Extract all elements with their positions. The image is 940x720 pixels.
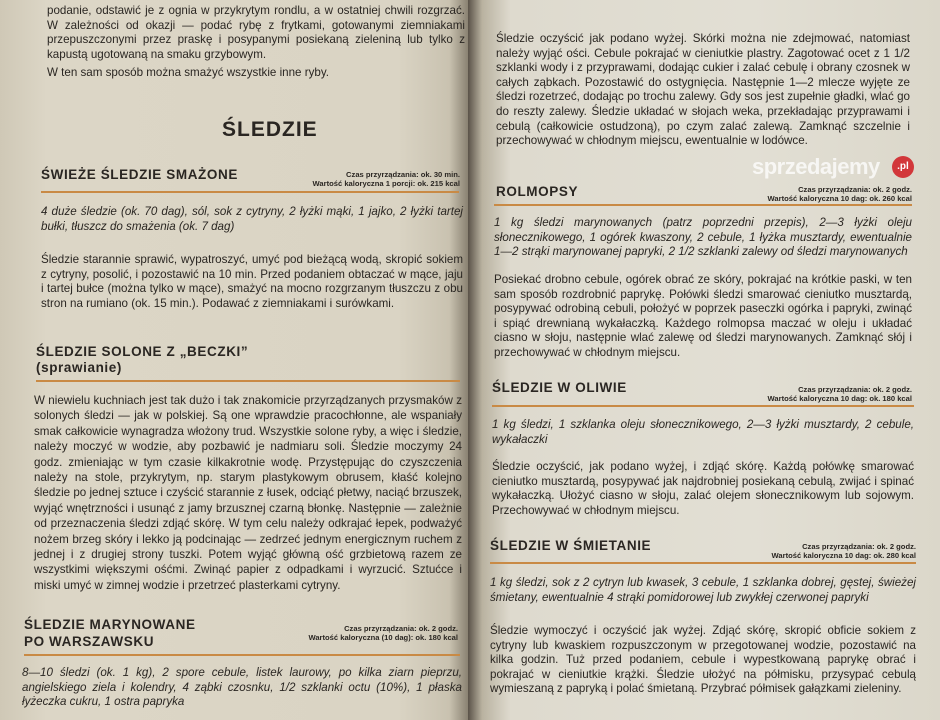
chapter-title: ŚLEDZIE — [222, 118, 318, 141]
calories: Wartość kaloryczna (10 dag): ok. 180 kcal — [308, 633, 458, 642]
prep-time: Czas przyrządzania: ok. 2 godz. — [798, 185, 912, 194]
recipe-meta — [768, 385, 913, 403]
recipe-subtitle: (sprawianie) — [36, 360, 122, 375]
calories: Wartość kaloryczna 10 dag: ok. 280 kcal — [771, 551, 916, 560]
watermark: sprzedajemy — [752, 154, 880, 179]
section-rule — [41, 191, 459, 193]
ingredients: 8—10 śledzi (ok. 1 kg), 2 spore cebule, listek laurowy, po kilka ziarn pieprzu, angielskiego ziela i kolendry, 4 ząbki czosnku, 1/2 szklanki octu (10%), 1 płaska łyżeczka cukru, 1 ostra papryka — [22, 666, 462, 709]
method: Posiekać drobno cebule, ogórek obrać ze skóry, pokrajać na krótkie paski, w ten sam sposób rozdrobnić paprykę. Połówki śledzi smarować cieniutko musztardą, posypywać odrobiną cebuli, położyć w poprzek paseczki ogórka i papryki, zwinąć i spiąć drewnianą wykałaczką. Każdego rolmopsa maczać w oleju i układać ciasno w słoju, następnie wlać zalewę od śledzi marynowanych. Zamknąć słój i przechowywać w chłodnym miejscu. — [494, 273, 912, 359]
ingredients: 1 kg śledzi, 1 szklanka oleju słonecznikowego, 2—3 łyżki musztardy, 2 cebule, wykałaczki — [492, 418, 914, 446]
recipe-meta — [308, 624, 458, 642]
calories: Wartość kaloryczna 10 dag: ok. 180 kcal — [767, 394, 912, 403]
prep-time: Czas przyrządzania: ok. 30 min. — [346, 170, 460, 179]
recipe-meta — [772, 542, 917, 560]
section-rule — [36, 380, 460, 382]
ingredients: 1 kg śledzi, sok z 2 cytryn lub kwasek, 3 cebule, 1 szklanka dobrej, gęstej, świeżej śmietany, ewentualnie 4 strąki pomidorowej lub zwykłej czerwonej papryki — [490, 576, 916, 604]
recipe-meta — [313, 170, 460, 188]
method: W niewielu kuchniach jest tak dużo i tak znakomicie przyrządzanych przysmaków z solonych śledzi — jak w polskiej. Są one wprawdzie pracochłonne, ale wspaniały smak całkowicie wynagradza włożony trud. Wszystkie solone ryby, a więc i śledzie, należy moczyć w wodzie, aby pozbawić je nadmiaru soli. Śledzie moczymy 24 godz. zmieniając w tym czasie kilkakrotnie wodę. Przystępując do czyszczenia należy na stole, przykrytym, np. starym plastykowym obrusem, kłaść kolejno śledzie po jednej sztuce i czyścić starannie z łusek, odciąć płetwy, naciąć brzuszek, wyjąć wnętrzności i usunąć z jamy brzusznej czarną błonkę. Następnie — zależnie od przeznaczenia śledzi zdjąć skórę. W tym celu należy odkrajać łepek, podważyć nożem brzeg skóry i lekko ją podcinając — zedrzeć jednym energicznym ruchem z jednej i z drugiej strony tuszki. Potem wyjąć główną ość grzbietową razem ze wszystkimi większymi ośćmi. Zwinąć papier z odpadkami i wyrzucić. Sztućce i miski umyć w zimnej wodzie i przetrzeć plasterkami cytryny. — [34, 394, 462, 592]
recipe-title: ROLMOPSY — [496, 184, 579, 199]
recipe-title: ŚLEDZIE SOLONE Z „BECZKI” — [36, 344, 249, 359]
section-rule — [492, 405, 914, 407]
right-page — [468, 0, 940, 720]
ingredients: 4 duże śledzie (ok. 70 dag), sól, sok z cytryny, 2 łyżki mąki, 1 jajko, 2 łyżki tartej bułki, tłuszcz do smażenia (ok. 7 dag) — [41, 205, 463, 233]
prep-time: Czas przyrządzania: ok. 2 godz. — [344, 624, 458, 633]
calories: Wartość kaloryczna 10 dag: ok. 260 kcal — [767, 194, 912, 203]
prep-time: Czas przyrządzania: ok. 2 godz. — [798, 385, 912, 394]
recipe-title-line2: PO WARSZAWSKU — [24, 634, 155, 649]
recipe-meta — [768, 185, 913, 203]
section-rule — [494, 204, 912, 206]
calories: Wartość kaloryczna 1 porcji: ok. 215 kcal — [312, 179, 460, 188]
intro-paragraph: Śledzie oczyścić jak podano wyżej. Skórki można nie zdejmować, natomiast należy wyjąć ości. Cebule pokrajać w cieniutkie plastry. Zagotować ocet z 1 1/2 szklanki wody i z przyprawami, dodając cukier i zalać cebulę i obrany czosnek w całych ząbkach. Pozostawić do ostygnięcia. Następnie 1—2 mlecze wyjęte ze śledzi rozetrzeć, dodając po trochu zalewy. Gdy sos jest zupełnie gładki, wlać go do reszty zalewy. Śledzie układać w słojach weka, przekładając przyprawami i cebulą (całkowicie ostudzoną), po czym zalać zalewą. Zamknąć szczelnie i przechowywać w chłodnym miejscu, ewentualnie w lodówce. — [496, 32, 910, 148]
method: Śledzie oczyścić, jak podano wyżej, i zdjąć skórę. Każdą połówkę smarować cieniutko musztardą, posypywać jak najdrobniej posiekaną cebulą, zwijać i spinać wykałaczką. Ułożyć ciasno w słoju, zalać olejem słonecznikowym lub sojowym. Przechowywać w chłodnym miejscu. — [492, 460, 914, 517]
method: Śledzie starannie sprawić, wypatroszyć, umyć pod bieżącą wodą, skropić sokiem z cytryny, posolić, i pozostawić na 10 min. Przed podaniem obtaczać w mące, jaju i tartej bułce (można tylko w mące), smażyć na mocno rozgrzanym tłuszczu z obu stron na rumiano (ok. 15 min.). Podawać z ziemniakami i surówkami. — [41, 253, 463, 310]
recipe-title: ŚWIEŻE ŚLEDZIE SMAŻONE — [41, 167, 238, 182]
watermark-badge: .pl — [892, 156, 914, 178]
prep-time: Czas przyrządzania: ok. 2 godz. — [802, 542, 916, 551]
section-rule — [24, 654, 460, 656]
left-page — [0, 0, 468, 720]
recipe-title: ŚLEDZIE W OLIWIE — [492, 380, 627, 395]
section-rule — [490, 562, 916, 564]
recipe-title: ŚLEDZIE W ŚMIETANIE — [490, 538, 652, 553]
ingredients: 1 kg śledzi marynowanych (patrz poprzedni przepis), 2—3 łyżki oleju słonecznikowego, 1 ogórek kwaszony, 2 cebule, 1 łyżka musztardy, ewentualnie 1—2 strąki marynowanej papryki, 2 1/2 szklanki zalewy od śledzi marynowanych — [494, 216, 912, 259]
intro-paragraph-2: W ten sam sposób można smażyć wszystkie inne ryby. — [47, 66, 329, 79]
method: Śledzie wymoczyć i oczyścić jak wyżej. Zdjąć skórę, skropić obficie sokiem z cytryny lub kwaskiem rozpuszczonym w przegotowanej wodzie, pozostawić na kilka godzin. Tuż przed podaniem, cebule i wypestkowaną paprykę obrać i pokrajać w cieniutkie krążki. Śledzie ułożyć na półmisku, przysypać cebulą wymieszaną z papryką i polać śmietaną. Przybrać półmisek gałązkami zieleniny. — [490, 624, 916, 696]
intro-paragraph: podanie, odstawić je z ognia w przykrytym rondlu, a w ostatniej chwili rozgrzać. W zależności od okazji — podać rybę z frytkami, gotowanymi ziemniakami przepuszczonymi przez praskę i posypanymi posiekaną zieleniną lub tylko z kapustą ugotowaną na smaku grzybowym. — [47, 4, 465, 61]
recipe-title: ŚLEDZIE MARYNOWANE — [24, 617, 196, 632]
